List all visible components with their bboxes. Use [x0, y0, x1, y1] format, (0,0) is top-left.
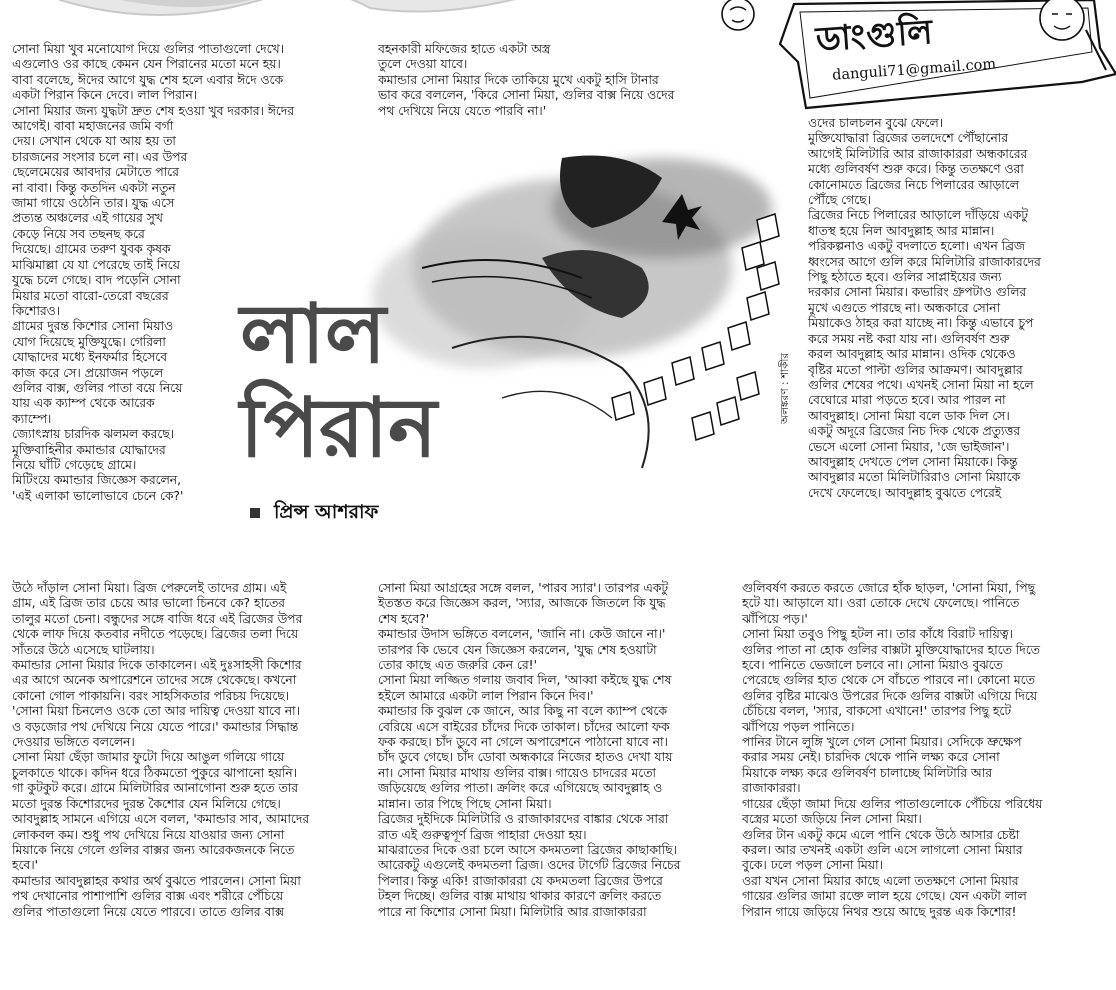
text-line: গুলির টান একটু কমে এলে পানি থেকে উঠে আসার চেষ্টা: [742, 827, 1020, 842]
illustration-credit: অলঙ্করণ : শাকীর: [779, 352, 791, 424]
text-line: দেয়। সেখান থেকে যা আয় হয় তা: [12, 134, 176, 149]
text-line: মুখে এগুতে পারছে না। অন্ধকারে সোনা: [808, 300, 1001, 315]
top-masthead-graphic: [40, 0, 600, 18]
story-title-line1: লাল: [240, 287, 386, 382]
text-line: শেষ হবে?': [378, 611, 430, 626]
text-line: এর আগে অনেক অপারেশনে তাদের সঙ্গে থেকেছে। কখনো: [12, 673, 297, 688]
author-byline: [250, 498, 378, 530]
text-line: ক্যাম্পে।: [12, 411, 52, 426]
text-line: জ্যোৎস্নায় চারদিক ঝলমল করছে।: [12, 427, 175, 442]
text-line: নিয়ে ঘাঁটি গেড়েছে গ্রামে।: [12, 457, 137, 472]
text-line: একটু অদূরে ব্রিজের নিচ দিক থেকে প্রত্যুত্তর: [808, 424, 1020, 439]
text-line: পিরান গায়ে জড়িয়ে নিথর শুয়ে আছে দুরন্ত এক কিশোর!: [742, 904, 1017, 919]
column-3: [808, 116, 1108, 501]
text-line: হবে।': [12, 858, 39, 873]
text-line: জড়িয়েছে গুলির পাতা। ক্রলিং করে এগিয়েছে আবদুল্লাহ ও: [378, 781, 663, 796]
story-title-line2: পিরান: [240, 381, 437, 476]
text-line: হইলে আমারে একটা লাল পিরান কিনে দিব।': [378, 688, 594, 703]
text-line: গুলির পাতাগুলো নিয়ে যেতে পারবে। তাতে গুলির বাক্স: [12, 904, 284, 919]
text-line: আবদুল্লাহ দেখতে পেল সোনা মিয়াকে। কিন্তু: [808, 454, 1018, 469]
text-line: সোনা মিয়া তবুও পিছু হটল না। তার কাঁধে বিরাট দায়িত্ব।: [742, 627, 1013, 642]
text-line: মিয়াকেও ঠাহর করা যাচ্ছে না। কিন্তু এভাবে চুপ: [808, 316, 1034, 331]
text-line: যোগ দিয়েছে মুক্তিযুদ্ধে। গেরিলা: [12, 334, 166, 349]
text-line: ইতস্তত করে জিজ্ঞেস করল, 'স্যার, আজকে জিতলে কি যুদ্ধ: [378, 596, 666, 611]
text-line: বস্ত্রের মতো জড়িয়ে নিল সোনা মিয়া।: [742, 812, 922, 827]
text-line: সোনা মিয়া খুব মনোযোগ দিয়ে গুলির পাতাগুলো দেখে।: [12, 42, 285, 56]
text-line: বৃষ্টির মতো পাল্টা গুলির আক্রমণ। আবদুল্লার: [808, 362, 1023, 377]
text-line: পারে না কিশোর সোনা মিয়া। মিলিটারি আর রাজাকাররা: [378, 904, 647, 919]
text-line: টহল দিচ্ছে। গুলির বাক্স মাথায় থাকার কারণে ক্রলিং করতে: [378, 889, 662, 904]
text-line: হটে যা। আড়ালে যা। ওরা তোকে দেখে ফেলেছে। পানিতে: [742, 596, 1020, 611]
text-line: কমান্ডার সোনা মিয়ার দিকে তাকিয়ে মুখে একটু হাসি টানার: [378, 72, 659, 87]
text-line: যায় এক ক্যাম্প থেকে আরেক: [12, 396, 155, 411]
text-line: মিয়াকে নিয়ে গেলে গুলির বাক্সর জন্য আরেকজনকে নিতে: [12, 842, 295, 857]
text-line: থেকে লাফ দিয়ে কতবার নদীতে পড়েছে। ব্রিজের তলা দিয়ে: [12, 627, 299, 642]
text-line: বেরিয়ে এসে বাইরের চাঁদের দিকে তাকাল। চাঁদের আলো ফক: [378, 719, 670, 734]
text-line: বেঘোরে মারা পড়তে হবে। আর পারল না: [808, 393, 1006, 408]
text-line: হবে। পানিতে ভেজালে চলবে না। সোনা মিয়াও বুঝতে: [742, 658, 1003, 673]
text-line: ওরা যখন সোনা মিয়ার কাছে এলো ততক্ষণে সোনা মিয়ার: [742, 873, 1019, 888]
text-line: 'সোনা মিয়া চিনলেও ওকে তো আর দায়িত্ব দেওয়া যাবে না।: [12, 704, 301, 719]
text-line: প্রত্যন্ত অঞ্চলের এই গায়ের সুখ: [12, 211, 163, 226]
text-line: মাঝিমাল্লা যে যা পেরেছে তাই নিয়ে: [12, 257, 180, 272]
story-illustration: [362, 148, 820, 540]
text-line: পথ দেখানোর পাশাপাশি গুলির বাক্স এবং শরীরে পেঁচিয়ে: [12, 889, 284, 904]
text-line: কমান্ডার উদাস ভঙ্গিতে বললেন, 'জানি না। কেউ জানে না।': [378, 627, 666, 642]
text-line: আগেই। বাবা মহাজনের জমি বর্গা: [12, 119, 174, 134]
column-1-bottom: [12, 581, 372, 920]
text-line: সাঁতরে উঠে এসেছে ঘাটলায়।: [12, 642, 155, 657]
text-line: দিয়েছে। গ্রামের তরুণ যুবক কৃষক: [12, 242, 171, 257]
text-line: গুলির বৃষ্টির মাঝেও উপরের দিকে গুলির বাক্সটা এগিয়ে দিয়ে: [742, 688, 1038, 703]
text-line: তুলে দেওয়া যাবে।: [378, 57, 468, 72]
text-line: ভাব করে বললেন, 'কিরে সোনা মিয়া, গুলির বাক্স নিয়ে ওদের: [378, 88, 675, 103]
text-line: তারপর কি ভেবে যেন জিজ্ঞেস করলেন, 'যুদ্ধ শেষ হওয়াটা: [378, 642, 657, 657]
text-line: আরেকটু এগুলেই কদমতলা ব্রিজ। ওদের টার্গেট ব্রিজের নিচের: [378, 858, 681, 873]
column-3-bottom: [742, 581, 1112, 920]
text-line: কেড়ে নিয়ে সব তছনছ করে: [12, 226, 145, 241]
text-line: কমান্ডার সোনা মিয়ার দিকে তাকালেন। এই দুঃসাহসী কিশোর: [12, 658, 302, 673]
text-line: মুক্তিবাহিনীর কমান্ডার যোদ্ধাদের: [12, 442, 166, 457]
text-line: 'এই এলাকা ভালোভাবে চেনে কে?': [12, 488, 184, 503]
text-line: ছেলেমেয়ের আবদার মেটাতে পারে: [12, 165, 179, 180]
text-line: কাজ করে সে। প্রয়োজন পড়লে: [12, 365, 164, 380]
text-line: মুক্তিযোদ্ধারা ব্রিজের তলদেশে পৌঁছানোর: [808, 131, 1008, 146]
text-line: জামা গায়ে ওঠেনি তার। যুদ্ধ এসে: [12, 196, 175, 211]
text-line: কমান্ডার কি বুঝল কে জানে, আর কিছু না বলে ক্যাম্প থেকে: [378, 704, 668, 719]
text-line: তোর কাছে এত জরুরি কেন রে!': [378, 658, 537, 673]
text-line: দেওয়ার ভঙ্গিতে বললেন।: [12, 735, 135, 750]
text-line: গ্রামের দুরন্ত কিশোর সোনা মিয়াও: [12, 319, 174, 334]
text-line: করার সময় নেই। চারদিক থেকে পানি লক্ষ্য করে সোনা: [742, 750, 1000, 765]
text-line: রাজাকাররা।: [742, 781, 801, 796]
byline-bullet: [250, 508, 260, 518]
column-2-top: [378, 42, 808, 119]
text-line: মধ্যে গুলিবর্ষণ শুরু করে। কিন্তু ততক্ষণে ওরা: [808, 162, 1024, 177]
text-line: করে সময় নষ্ট করা যায় না। গুলিবর্ষণ শুরু: [808, 331, 1010, 346]
text-line: গায়ের গুলির জামা রক্তে লাল হয়ে গেছে। যেন একটা লাল: [742, 889, 1027, 904]
text-line: না। সোনা মিয়ার মাথায় গুলির বাক্স। গায়েও চাদরের মতো: [378, 765, 656, 780]
text-line: উঠে দাঁড়াল সোনা মিয়া। ব্রিজ পেরুলেই তাদের গ্রাম। এই: [12, 581, 287, 595]
text-line: লোকবল কম। শুধু পথ দেখিয়ে নিয়ে যাওয়ার জন্য সোনা: [12, 827, 285, 842]
text-line: ঝাঁপিয়ে পড়ল পানিতে।: [742, 719, 855, 734]
text-line: কোনো গোল পাকায়নি। বরং সাহসিকতার পরিচয় দিয়েছে।: [12, 688, 290, 703]
text-line: মতো দুরন্ত কিশোরদের দুরন্ত কৈশোর যেন মিলিয়ে গেছে।: [12, 796, 281, 811]
text-line: পৌঁছে গেছে।: [808, 193, 871, 208]
text-line: করল আবদুল্লাহ আর মান্নান। ওদিক থেকেও: [808, 347, 1016, 362]
text-line: সোনা মিয়া লজ্জিত গলায় জবাব দিল, 'আব্বা কইছে যুদ্ধ শেষ: [378, 673, 672, 688]
text-line: রাত এই গুরুত্বপূর্ণ ব্রিজ পাহারা দেওয়া হয়।: [378, 827, 587, 842]
text-line: চারজনের সংসার চলে না। এর উপর: [12, 149, 188, 164]
text-line: না বাবা। কিন্তু কতদিন একটা নতুন: [12, 180, 176, 195]
text-line: মিয়ার মতো বারো-তেরো বছরের: [12, 288, 169, 303]
text-line: পেরেছে গুলির হাত থেকে সে বাঁচতে পারবে না। কোনো মতে: [742, 673, 1035, 688]
text-line: বহনকারী মফিজের হাতে একটা অস্ত্র: [378, 42, 551, 56]
text-line: চুলকাতে থাকে। কদিন ধরে ঠিকমতো পুকুরে ঝাপানো হয়নি।: [12, 765, 297, 780]
text-line: দেখে ফেলেছে। আবদুল্লাহ বুঝতে পেরেই: [808, 485, 1002, 500]
text-line: একটা পিরান কিনে দেবে। লাল পিরান।: [12, 88, 198, 103]
text-line: করল। আর তখনই একটা গুলি এসে লাগলো সোনা মিয়ার: [742, 842, 1023, 857]
text-line: পথ দেখিয়ে নিয়ে যেতে পারবি না।': [378, 103, 547, 118]
text-line: আবদুল্লাহ। সোনা মিয়া বলে ডাক দিল সে।: [808, 408, 1010, 423]
text-line: চাঁদ ডুবে গেছে। চাঁদ ডোবা অন্ধকারে নিজের হাতও দেখা যায়: [378, 750, 673, 765]
text-line: আবদুল্লাহ সামনে এগিয়ে এসে বলল, 'কমান্ডার সাব, আমাদের: [12, 812, 310, 827]
text-line: যুদ্ধে চলে গেছে। বাদ পড়েনি সোনা: [12, 273, 181, 288]
text-line: ফক করছে। চাঁদ ডুবে না গেলে অপারেশনে পাঠানো যাবে না।: [378, 735, 668, 750]
text-line: মান্নান। তার পিছে পিছে সোনা মিয়া।: [378, 796, 552, 811]
text-line: গুলির পাতা না হোক গুলির বাক্সটা মুক্তিযোদ্ধাদের হাতে দিতে: [742, 642, 1040, 657]
text-line: গা কুটকুট করে। গ্রামে মিলিটারির আনাগোনা শুরু হতে তার: [12, 781, 299, 796]
author-name: প্রিন্স আশরাফ: [274, 501, 379, 523]
contact-email: danguli71@gmail.com: [831, 56, 997, 84]
text-line: আগেই মিলিটারি আর রাজাকাররা অন্ধকারের: [808, 146, 1028, 161]
text-line: পিছু হঠাতে হবে। গুলির সাপ্লাইয়ের জন্য: [808, 270, 1002, 285]
text-line: সোনা মিয়া ছেঁড়া জামার ফুটো দিয়ে আঙুল গলিয়ে গায়ে: [12, 750, 285, 765]
text-line: পিলার। কিন্তু একি! রাজাকাররা যে কদমতলা ব্রিজের উপরে: [378, 873, 663, 888]
text-line: ঝাঁপিয়ে পড়।': [742, 611, 808, 626]
text-line: ধ্বংসের আগে গুলি করে মিলিটারি রাজাকারদের: [808, 254, 1041, 269]
text-line: গুলিবর্ষণ করতে করতে জোরে হাঁক ছাড়ল, 'সোনা মিয়া, পিছু: [742, 581, 1036, 595]
text-line: ব্রিজের নিচে পিলারের আড়ালে দাঁড়িয়ে একটু: [808, 208, 1028, 223]
text-line: গুলির শেষের পথে। এখনই সোনা মিয়া না হলে: [808, 377, 1034, 392]
text-line: এগুলোও ওর কাছে কেমন যেন পিরানের মতো মনে হয়।: [12, 57, 281, 72]
text-line: সোনা মিয়া আগ্রহের সঙ্গে বলল, 'পারব স্যার'। তারপর একটু: [378, 581, 669, 595]
text-line: ব্রিজের দুইদিকে মিলিটারি ও রাজাকারদের বাঙ্কার থেকে সারা: [378, 812, 669, 827]
text-line: পানির টানে লুঙ্গি খুলে গেল সোনা মিয়ার। সেদিকে ভ্রুক্ষেপ: [742, 735, 1022, 750]
text-line: কোনোমতে ব্রিজের নিচে পিলারের আড়ালে: [808, 177, 1019, 192]
text-line: ভেসে এলো সোনা মিয়ার, 'জে ভাইজান'।: [808, 439, 1010, 454]
text-line: ধাতস্থ হয়ে নিল আবদুল্লাহ আর মান্নান।: [808, 223, 995, 238]
text-line: তালুর মতো চেনা। বন্ধুদের সঙ্গে বাজি ধরে এই ব্রিজের উপর: [12, 611, 303, 626]
text-line: বাবা বলেছে, ঈদের আগে যুদ্ধ শেষ হলে এবার ঈদে ওকে: [12, 72, 284, 87]
text-line: গুলির বাক্স, গুলির পাতা বয়ে নিয়ে: [12, 380, 183, 395]
text-line: কমান্ডার আবদুল্লাহর কথার অর্থ বুঝতে পারলেন। সোনা মিয়া: [12, 873, 301, 888]
text-line: মিয়াকে লক্ষ্য করে গুলিবর্ষণ চালাচ্ছে মিলিটারি আর: [742, 765, 992, 780]
text-line: আবদুল্লার মতো মিলিটারিরাও সোনা মিয়াকে: [808, 470, 1021, 485]
brand-name: ডাংগুলি: [814, 11, 935, 61]
text-line: পরিকল্পনাও একটু বদলাতে হলো। এখন ব্রিজ: [808, 239, 1025, 254]
text-line: ওদের চালচলন বুঝে ফেলে।: [808, 116, 944, 130]
text-line: চেঁচিয়ে বলল, 'স্যার, বাকসো এখানে!' তারপর পিছু হটে: [742, 704, 1012, 719]
text-line: ও বড়জোর পথ দেখিয়ে নিয়ে যেতে পারে।' কমান্ডার সিদ্ধান্ত: [12, 719, 299, 734]
text-line: কিশোরও।: [12, 303, 61, 318]
text-line: যোদ্ধাদের মধ্যে ইনফর্মার হিসেবে: [12, 350, 168, 365]
text-line: বুকে। ঢলে পড়ল সোনা মিয়া।: [742, 858, 883, 873]
text-line: গ্রাম, এই ব্রিজ তার চেয়ে আর ভালো চিনবে কে? হাতের: [12, 596, 285, 611]
text-line: সোনা মিয়ার জন্য যুদ্ধটা দ্রুত শেষ হওয়া খুব দরকার। ঈদের: [12, 103, 295, 118]
column-2-bottom: [378, 581, 743, 920]
text-line: মিটিংয়ে কমান্ডার জিজ্ঞেস করলেন,: [12, 473, 181, 488]
text-line: গায়ের ছেঁড়া জামা দিয়ে গুলির পাতাগুলোকে পেঁচিয়ে পরিধেয়: [742, 796, 1043, 811]
text-line: মাঝরাতের দিকে ওরা চলে আসে কদমতলা ব্রিজের কাছাকাছি।: [378, 842, 677, 857]
text-line: দরকার সোনা মিয়ার। কভারিং গ্রুপটাও গুলির: [808, 285, 1027, 300]
